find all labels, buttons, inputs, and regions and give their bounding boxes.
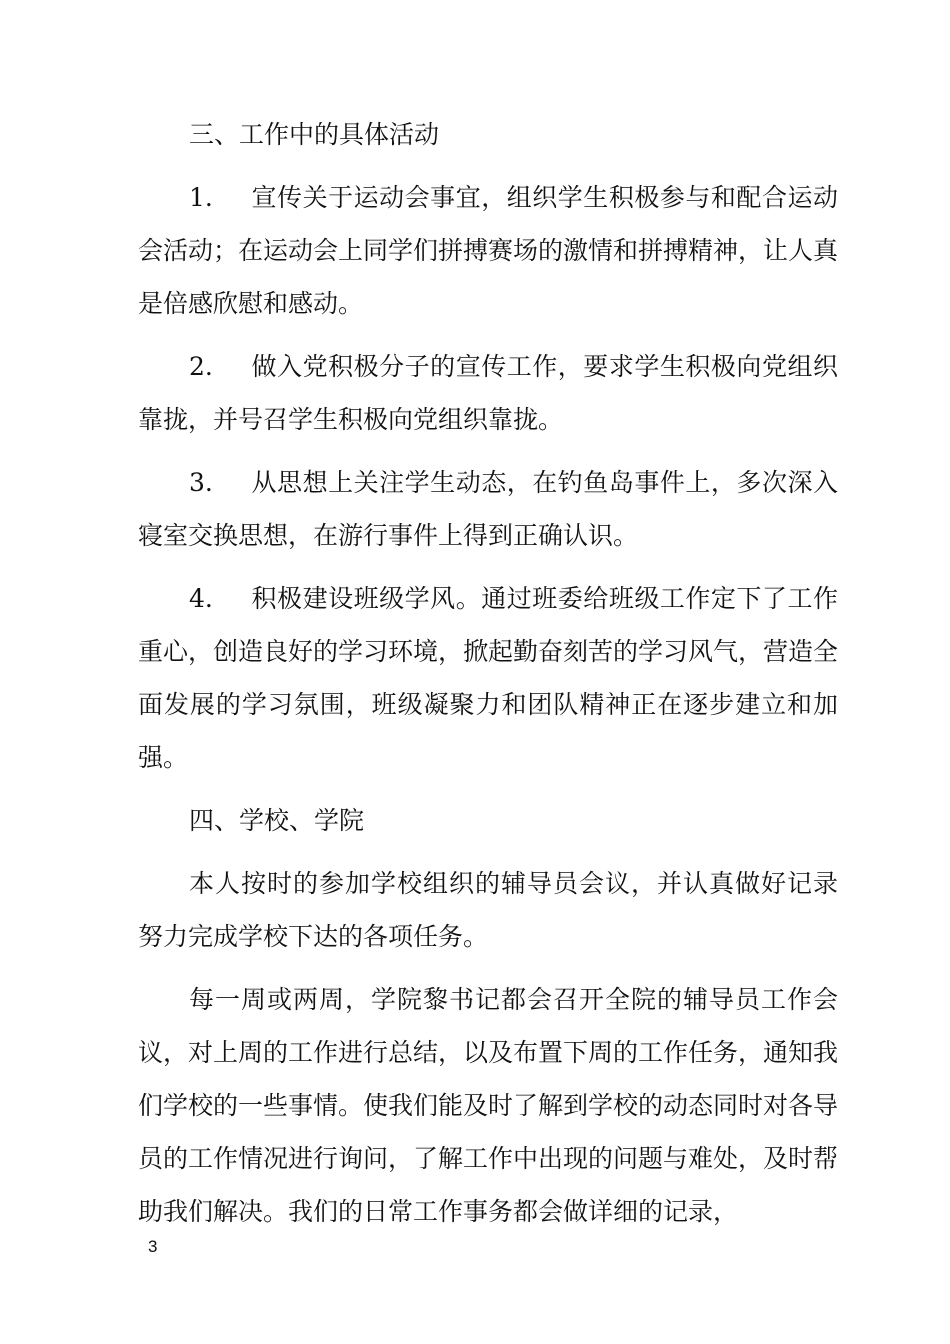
list-item-1 bbox=[138, 171, 838, 330]
paragraph-weekly: 每一周或两周，学院黎书记都会召开全院的辅导员工作会议，对上周的工作进行总结，以及布置下周的工作任务，通知我们学校的一些事情。使我们能及时了解到学校的动态同时对各导员的工作情况进行询问，了解工作中出现的问题与难处，及时帮助我们解决。我们的日常工作事务都会做详细的记录， bbox=[138, 985, 839, 1226]
list-item-number: 2. bbox=[189, 352, 213, 381]
list-item-number: 1. bbox=[189, 183, 213, 212]
section-heading-three: 三、工作中的具体活动 bbox=[189, 120, 440, 149]
document-body bbox=[138, 108, 838, 1238]
page-number: 3 bbox=[148, 1237, 158, 1256]
list-item-number: 3. bbox=[189, 468, 213, 497]
list-item-text: 积极建设班级学风。通过班委给班级工作定下了工作重心，创造良好的学习环境，掀起勤奋刻苦的学习风气，营造全面发展的学习氛围，班级凝聚力和团队精神正在逐步建立和加强。 bbox=[138, 584, 839, 772]
list-item-text: 宣传关于运动会事宜，组织学生积极参与和配合运动会活动；在运动会上同学们拼搏赛场的激情和拼搏精神，让人真是倍感欣慰和感动。 bbox=[138, 183, 839, 318]
list-item-2 bbox=[138, 340, 838, 446]
section-heading-four: 四、学校、学院 bbox=[189, 806, 365, 835]
paragraph-meeting: 本人按时的参加学校组织的辅导员会议，并认真做好记录努力完成学校下达的各项任务。 bbox=[138, 869, 838, 951]
list-item-number: 4. bbox=[189, 584, 213, 613]
list-item-4 bbox=[138, 572, 838, 784]
list-item-text: 做入党积极分子的宣传工作，要求学生积极向党组织靠拢，并号召学生积极向党组织靠拢。 bbox=[138, 352, 838, 434]
list-item-text: 从思想上关注学生动态，在钓鱼岛事件上，多次深入寝室交换思想，在游行事件上得到正确认识。 bbox=[138, 468, 838, 550]
list-item-3 bbox=[138, 456, 838, 562]
